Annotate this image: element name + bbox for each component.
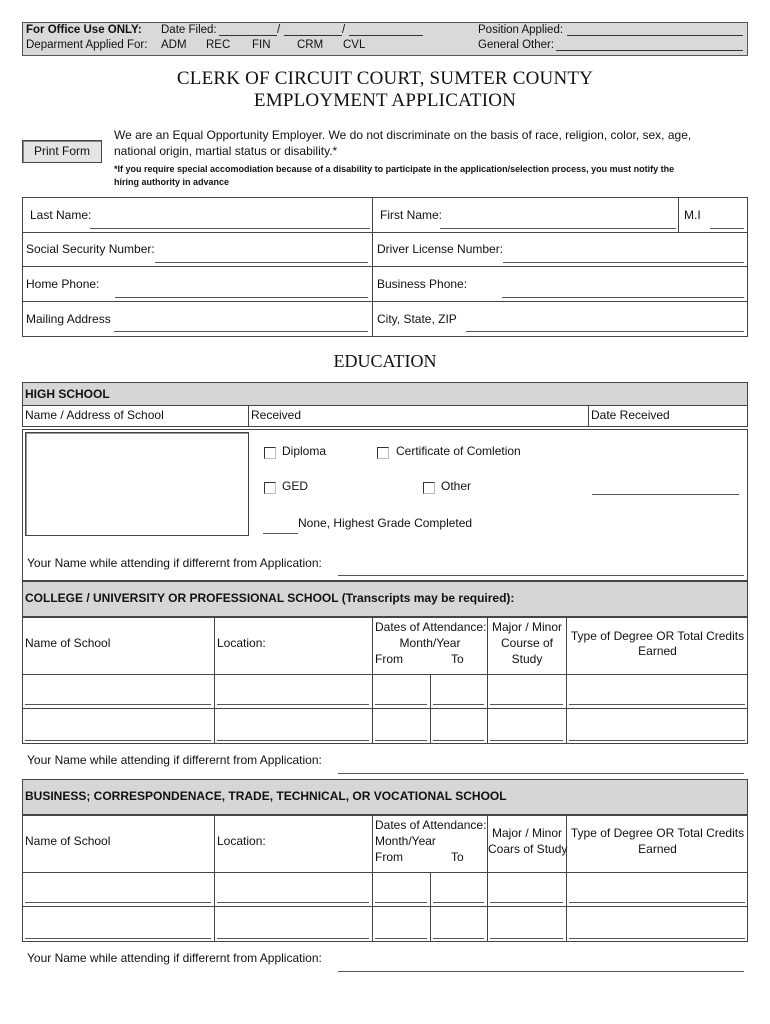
middle-initial-field[interactable] [710,228,744,229]
college-row1-major-field[interactable] [490,704,563,705]
col-school-name-address: Name / Address of School [25,408,164,422]
col-to: To [451,652,464,666]
divider [22,708,748,709]
middle-initial-label: M.I [684,208,701,222]
date-filed-label: Date Filed: [161,24,217,36]
driver-license-label: Driver License Number: [377,242,504,256]
divider [214,815,215,942]
other-label: Other [441,479,472,493]
college-row2-location-field[interactable] [217,740,369,741]
divider [22,906,748,907]
col-location: Location: [217,834,266,848]
business-phone-label: Business Phone: [377,277,468,291]
date-filed-year-field[interactable] [349,35,423,36]
mailing-address-label: Mailing Address [26,312,111,326]
print-form-button[interactable]: Print Form [22,140,102,163]
divider [22,232,748,233]
education-heading: EDUCATION [333,351,437,371]
hs-your-name-label: Your Name while attending if differernt from Application: [27,556,322,570]
dept-applied-label: Deparment Applied For: [26,39,148,51]
business-your-name-field[interactable] [338,971,744,972]
accommodation-note-line1: *If you require special accomodiation because of a disability to participate in the application/selection process, you must notify the [114,164,675,174]
dept-adm[interactable]: ADM [161,39,187,51]
business-row2-from-field[interactable] [375,938,427,939]
form-title-line1: CLERK OF CIRCUIT COURT, SUMTER COUNTY [176,68,594,89]
business-row2-major-field[interactable] [490,938,563,939]
college-header: COLLEGE / UNIVERSITY OR PROFESSIONAL SCHOOL (Transcripts may be required): [22,581,748,617]
col-to: To [451,850,464,864]
divider [430,674,431,744]
date-filed-day-field[interactable] [284,35,342,36]
school-name-address-textarea[interactable] [25,432,249,536]
col-from: From [375,652,403,666]
business-row1-location-field[interactable] [217,902,369,903]
high-school-header: HIGH SCHOOL [22,382,748,406]
dept-cvl[interactable]: CVL [343,39,366,51]
business-row1-to-field[interactable] [433,902,484,903]
city-state-zip-field[interactable] [466,331,744,332]
col-school-name: Name of School [25,834,111,848]
date-separator: / [342,24,346,36]
general-other-field[interactable] [556,50,743,51]
col-degree-type: Type of Degree OR Total Credits [570,629,745,643]
divider [22,674,748,675]
business-row1-from-field[interactable] [375,902,427,903]
eeo-statement-line2: national origin, martial status or disability.* [114,144,338,158]
business-school-header: BUSINESS; CORRESPONDENACE, TRADE, TECHNICAL, OR VOCATIONAL SCHOOL [22,779,748,815]
form-title-line2: EMPLOYMENT APPLICATION [253,90,517,111]
divider [22,266,748,267]
ged-checkbox[interactable] [264,482,276,494]
business-row1-name-field[interactable] [25,902,211,903]
city-state-zip-label: City, State, ZIP [377,312,457,326]
college-your-name-label: Your Name while attending if differernt from Application: [27,753,322,767]
divider [372,197,373,337]
hs-your-name-field[interactable] [338,575,744,576]
college-row2-degree-field[interactable] [569,740,745,741]
col-earned: Earned [638,842,677,856]
college-row1-to-field[interactable] [433,704,484,705]
col-received: Received [251,408,302,422]
position-applied-label: Position Applied: [478,24,564,36]
date-received-field[interactable] [592,494,739,495]
general-other-label: General Other: [478,39,555,51]
dept-crm[interactable]: CRM [297,39,324,51]
business-phone-field[interactable] [502,297,744,298]
col-degree-type: Type of Degree OR Total Credits [570,826,745,840]
col-earned: Earned [638,644,677,658]
business-row2-location-field[interactable] [217,938,369,939]
col-study: Study [511,652,543,666]
business-your-name-label: Your Name while attending if differernt from Application: [27,951,322,965]
business-row1-degree-field[interactable] [569,902,745,903]
ged-label: GED [282,479,309,493]
first-name-field[interactable] [440,228,676,229]
college-your-name-field[interactable] [338,773,744,774]
first-name-label: First Name: [380,208,443,222]
col-from: From [375,850,403,864]
col-course-of-study: Coars of Study [488,842,568,856]
position-applied-field[interactable] [567,35,743,36]
col-dates-attendance: Dates of Attendance: [375,620,487,634]
col-major-minor: Major / Minor [491,620,562,634]
divider [248,405,249,427]
college-row2-from-field[interactable] [375,740,427,741]
none-highest-grade-label: None, Highest Grade Completed [298,516,473,530]
other-checkbox[interactable] [423,482,435,494]
last-name-field[interactable] [90,228,370,229]
certificate-checkbox[interactable] [377,447,389,459]
col-month-year: Month/Year [375,834,436,848]
divider [22,872,748,873]
divider [214,617,215,744]
divider [372,815,373,942]
home-phone-label: Home Phone: [26,277,100,291]
college-row1-name-field[interactable] [25,704,211,705]
office-use-bar [22,22,748,56]
business-row2-to-field[interactable] [433,938,484,939]
divider [588,405,589,427]
divider [678,197,679,232]
business-row2-name-field[interactable] [25,938,211,939]
dept-fin[interactable]: FIN [252,39,271,51]
col-month-year: Month/Year [399,636,461,650]
last-name-label: Last Name: [30,208,92,222]
driver-license-field[interactable] [503,262,744,263]
date-separator: / [277,24,281,36]
college-row1-from-field[interactable] [375,704,427,705]
certificate-label: Certificate of Comletion [396,444,521,458]
diploma-label: Diploma [282,444,327,458]
ssn-label: Social Security Number: [26,242,155,256]
divider [372,617,373,744]
divider [22,301,748,302]
col-major-minor: Major / Minor [491,826,562,840]
home-phone-field[interactable] [115,297,368,298]
business-row2-degree-field[interactable] [569,938,745,939]
college-row2-major-field[interactable] [490,740,563,741]
office-use-label: For Office Use ONLY: [26,24,142,36]
accommodation-note-line2: hiring authority in advance [114,177,230,187]
eeo-statement-line1: We are an Equal Opportunity Employer. We do not discriminate on the basis of race, religion, color, sex, age, [114,128,692,142]
col-course-of: Course of [500,636,554,650]
divider [430,872,431,942]
college-row1-degree-field[interactable] [569,704,745,705]
college-row2-to-field[interactable] [433,740,484,741]
col-school-name: Name of School [25,636,111,650]
col-dates-attendance: Dates of Attendance: [375,818,487,832]
highest-grade-field[interactable] [263,533,298,534]
diploma-checkbox[interactable] [264,447,276,459]
col-location: Location: [217,636,266,650]
college-row1-location-field[interactable] [217,704,369,705]
date-filed-month-field[interactable] [219,35,277,36]
mailing-address-field[interactable] [114,331,368,332]
col-date-received: Date Received [591,408,670,422]
ssn-field[interactable] [155,262,368,263]
dept-rec[interactable]: REC [206,39,231,51]
business-row1-major-field[interactable] [490,902,563,903]
college-row2-name-field[interactable] [25,740,211,741]
